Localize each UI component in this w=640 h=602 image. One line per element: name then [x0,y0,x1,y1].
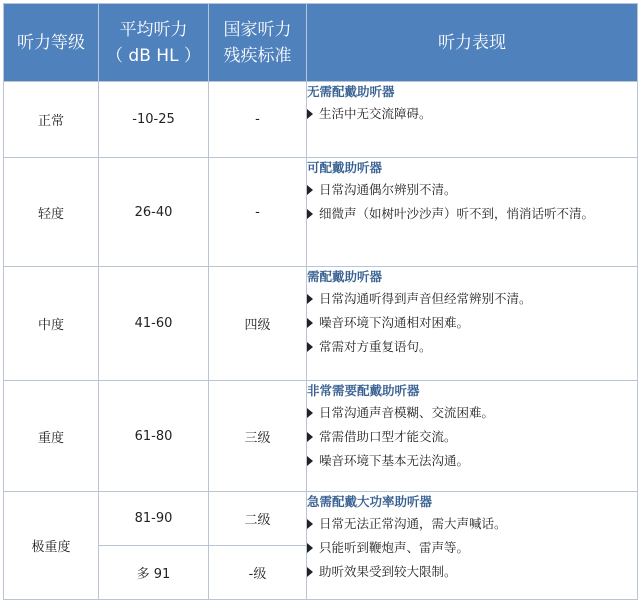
standard-cell: - [209,158,307,267]
standard-cell: -级 [209,546,307,600]
standard-cell: 二级 [209,492,307,546]
triangle-bullet-icon [307,294,313,304]
recommendation-text: 急需配戴大功率助听器 [307,494,433,509]
bullet-item: 日常沟通偶尔辨别不清。 [307,178,637,202]
triangle-bullet-icon [307,519,313,529]
level-cell: 中度 [4,267,99,381]
standard-cell: 三级 [209,381,307,492]
triangle-bullet-icon [307,185,313,195]
recommendation-text: 非常需要配戴助听器 [307,383,420,398]
triangle-bullet-icon [307,109,313,119]
bullet-item: 助听效果受到较大限制。 [307,560,637,584]
table-row [4,82,638,158]
performance-cell [307,381,638,492]
bullet-item: 日常无法正常沟通，需大声喊话。 [307,512,637,536]
level-cell: 重度 [4,381,99,492]
triangle-bullet-icon [307,342,313,352]
triangle-bullet-icon [307,318,313,328]
header-performance: 听力表现 [307,4,638,82]
recommendation-text: 可配戴助听器 [307,160,383,175]
header-national-standard: 国家听力 残疾标准 [209,4,307,82]
header-average-hearing: 平均听力 （ dB HL ） [99,4,209,82]
table-row [4,381,638,492]
level-cell: 轻度 [4,158,99,267]
bullet-item: 日常沟通声音模糊、交流困难。 [307,401,637,425]
performance-cell [307,82,638,158]
performance-cell [307,158,638,267]
average-cell: 41-60 [99,267,209,381]
bullet-item: 只能听到鞭炮声、雷声等。 [307,536,637,560]
recommendation-text: 无需配戴助听器 [307,84,395,99]
standard-cell: 四级 [209,267,307,381]
level-cell: 正常 [4,82,99,158]
average-cell: 61-80 [99,381,209,492]
bullet-item: 细微声（如树叶沙沙声）听不到，悄消话听不清。 [307,202,637,226]
table-row [4,158,638,267]
header-level: 听力等级 [4,4,99,82]
triangle-bullet-icon [307,456,313,466]
triangle-bullet-icon [307,209,313,219]
table-row [4,267,638,381]
level-cell: 极重度 [4,492,99,600]
average-cell: 多 91 [99,546,209,600]
bullet-item: 日常沟通听得到声音但经常辨别不清。 [307,287,637,311]
average-cell: -10-25 [99,82,209,158]
bullet-item: 常需对方重复语句。 [307,335,637,359]
triangle-bullet-icon [307,543,313,553]
performance-cell [307,267,638,381]
bullet-item: 噪音环境下沟通相对困难。 [307,311,637,335]
standard-cell: - [209,82,307,158]
triangle-bullet-icon [307,567,313,577]
recommendation-text: 需配戴助听器 [307,269,383,284]
average-cell: 81-90 [99,492,209,546]
triangle-bullet-icon [307,432,313,442]
bullet-item: 生活中无交流障碍。 [307,102,637,126]
bullet-item: 噪音环境下基本无法沟通。 [307,449,637,473]
performance-cell [307,492,638,600]
average-cell: 26-40 [99,158,209,267]
table-row [4,492,638,546]
bullet-item: 常需借助口型才能交流。 [307,425,637,449]
hearing-level-table [3,3,638,600]
header-row [4,4,638,82]
triangle-bullet-icon [307,408,313,418]
